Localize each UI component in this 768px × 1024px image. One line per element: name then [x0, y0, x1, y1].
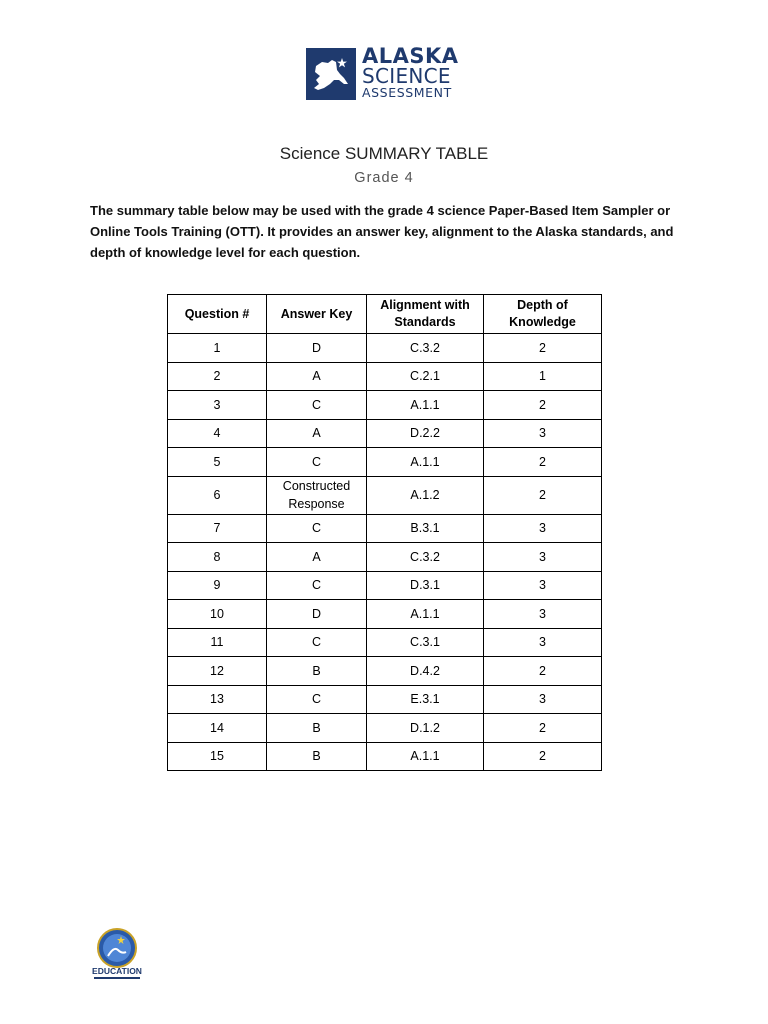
logo-wordmark [362, 46, 459, 99]
depth-of-knowledge: 3 [484, 419, 602, 448]
answer-key: B [267, 714, 367, 743]
logo-line-assessment: ASSESSMENT [362, 85, 452, 100]
question-number: 11 [168, 628, 267, 657]
answer-key: C [267, 514, 367, 543]
question-number: 6 [168, 476, 267, 514]
summary-table [167, 294, 602, 771]
answer-key: C [267, 628, 367, 657]
alignment: B.3.1 [367, 514, 484, 543]
alignment: C.3.2 [367, 543, 484, 572]
table-row [168, 476, 602, 514]
table-row [168, 742, 602, 771]
table-row [168, 391, 602, 420]
answer-key: Constructed Response [267, 476, 367, 514]
header-answer-key: Answer Key [267, 295, 367, 334]
alignment: C.2.1 [367, 362, 484, 391]
answer-key: B [267, 657, 367, 686]
table-row [168, 362, 602, 391]
question-number: 9 [168, 571, 267, 600]
depth-of-knowledge: 3 [484, 543, 602, 572]
answer-key: B [267, 742, 367, 771]
question-number: 13 [168, 685, 267, 714]
depth-of-knowledge: 2 [484, 448, 602, 477]
intro-paragraph: The summary table below may be used with the grade 4 science Paper-Based Item Sampler or Online Tools Training (OTT). It provides an answer key, alignment to the Alaska standards, and depth of knowledge level for each question. [90, 203, 674, 260]
depth-of-knowledge: 2 [484, 657, 602, 686]
table-row [168, 514, 602, 543]
question-number: 10 [168, 600, 267, 629]
depth-of-knowledge: 3 [484, 685, 602, 714]
depth-of-knowledge: 3 [484, 628, 602, 657]
question-number: 4 [168, 419, 267, 448]
alignment: A.1.1 [367, 600, 484, 629]
answer-key: D [267, 334, 367, 363]
table-row [168, 571, 602, 600]
question-number: 5 [168, 448, 267, 477]
answer-key: A [267, 543, 367, 572]
answer-key: C [267, 571, 367, 600]
alignment: D.3.1 [367, 571, 484, 600]
alaska-map-star-icon [306, 48, 356, 100]
table-row [168, 714, 602, 743]
alignment: D.4.2 [367, 657, 484, 686]
question-number: 3 [168, 391, 267, 420]
alignment: A.1.1 [367, 391, 484, 420]
answer-key: C [267, 448, 367, 477]
table-row [168, 685, 602, 714]
header-depth-of-knowledge: Depth of Knowledge [484, 295, 602, 334]
answer-key: D [267, 600, 367, 629]
depth-of-knowledge: 2 [484, 714, 602, 743]
table-row [168, 419, 602, 448]
question-number: 1 [168, 334, 267, 363]
alignment: D.2.2 [367, 419, 484, 448]
alignment: E.3.1 [367, 685, 484, 714]
table-row [168, 628, 602, 657]
question-number: 7 [168, 514, 267, 543]
depth-of-knowledge: 3 [484, 514, 602, 543]
depth-of-knowledge: 3 [484, 600, 602, 629]
table-row [168, 600, 602, 629]
alignment: C.3.1 [367, 628, 484, 657]
page-subtitle: Grade 4 [354, 170, 414, 186]
table-row [168, 448, 602, 477]
depth-of-knowledge: 3 [484, 571, 602, 600]
depth-of-knowledge: 1 [484, 362, 602, 391]
table-header-row [168, 295, 602, 334]
header-question-number: Question # [168, 295, 267, 334]
question-number: 15 [168, 742, 267, 771]
education-early-development-seal-icon [88, 926, 146, 982]
table-row [168, 657, 602, 686]
alaska-science-assessment-logo [306, 46, 466, 102]
alignment: C.3.2 [367, 334, 484, 363]
depth-of-knowledge: 2 [484, 742, 602, 771]
alignment: D.1.2 [367, 714, 484, 743]
answer-key: C [267, 391, 367, 420]
answer-key: C [267, 685, 367, 714]
logo-line-science: SCIENCE [362, 64, 451, 88]
question-number: 14 [168, 714, 267, 743]
depth-of-knowledge: 2 [484, 476, 602, 514]
footer-logo-text: EDUCATION [92, 966, 142, 976]
depth-of-knowledge: 2 [484, 334, 602, 363]
table-row [168, 543, 602, 572]
question-number: 2 [168, 362, 267, 391]
logo-line-alaska: ALASKA [362, 44, 459, 68]
table-row [168, 334, 602, 363]
answer-key: A [267, 419, 367, 448]
depth-of-knowledge: 2 [484, 391, 602, 420]
header-alignment: Alignment with Standards [367, 295, 484, 334]
question-number: 12 [168, 657, 267, 686]
answer-key: A [267, 362, 367, 391]
alignment: A.1.2 [367, 476, 484, 514]
alignment: A.1.1 [367, 448, 484, 477]
alignment: A.1.1 [367, 742, 484, 771]
question-number: 8 [168, 543, 267, 572]
page-title: Science SUMMARY TABLE [279, 144, 489, 163]
